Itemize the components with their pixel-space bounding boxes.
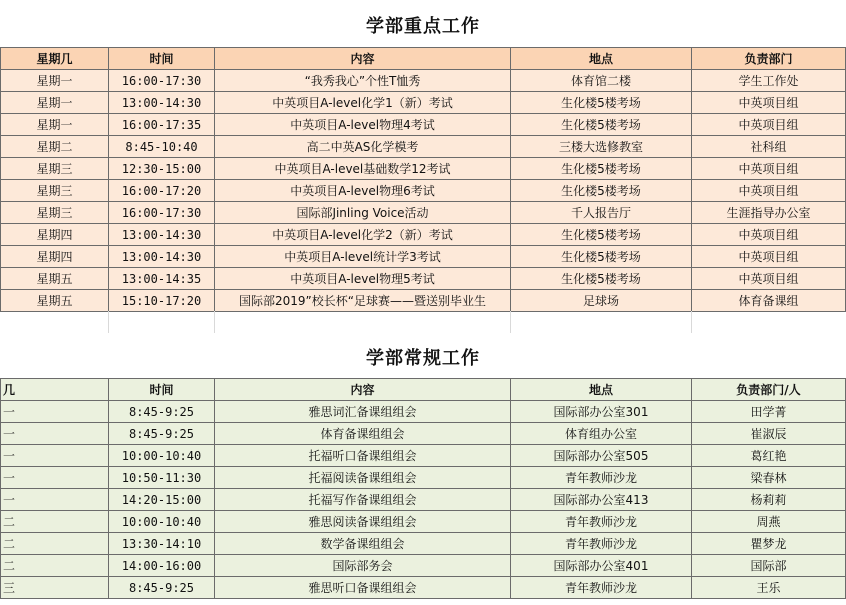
table-cell: 青年教师沙龙 [511,533,692,555]
table-cell: 16:00-17:30 [109,202,215,224]
table-cell: 中英项目组 [692,180,846,202]
table-cell: 14:00-16:00 [109,555,215,577]
table-cell: 星期三 [1,158,109,180]
column-header: 内容 [215,379,511,401]
table-cell: 雅思听口备课组组会 [215,577,511,599]
table-row [1,467,846,489]
table-cell: 高二中英AS化学模考 [215,136,511,158]
table-cell: 星期四 [1,246,109,268]
table-cell: 中英项目A-level物理6考试 [215,180,511,202]
key-work-table [0,47,846,312]
column-header: 时间 [109,48,215,70]
table-cell: 一 [1,467,109,489]
table-cell: 中英项目组 [692,114,846,136]
section-title-key-work: 学部重点工作 [366,16,480,37]
table-cell: 8:45-10:40 [109,136,215,158]
column-header: 地点 [511,379,692,401]
table-row [1,533,846,555]
table-cell: 生化楼5楼考场 [511,246,692,268]
table-cell: 国际部办公室413 [511,489,692,511]
column-header: 几 [1,379,109,401]
table-cell: 崔淑辰 [692,423,846,445]
table-cell: 二 [1,511,109,533]
table-row [1,511,846,533]
table-cell: 中英项目A-level统计学3考试 [215,246,511,268]
section-title-routine-work: 学部常规工作 [366,348,480,369]
table-cell: 托福阅读备课组组会 [215,467,511,489]
column-header: 星期几 [1,48,109,70]
table-cell: 托福听口备课组组会 [215,445,511,467]
table-cell: 中英项目A-level化学1（新）考试 [215,92,511,114]
table-cell: 国际部办公室401 [511,555,692,577]
table-cell: 国际部2019”校长杯“足球赛——暨送别毕业生 [215,290,511,312]
table-cell: 星期一 [1,70,109,92]
table-cell: 生化楼5楼考场 [511,114,692,136]
table-cell: 三楼大选修教室 [511,136,692,158]
table-row [1,577,846,599]
table-row [1,246,846,268]
table-cell: 青年教师沙龙 [511,511,692,533]
table-cell: 14:20-15:00 [109,489,215,511]
table-cell: 二 [1,555,109,577]
table-cell: 青年教师沙龙 [511,467,692,489]
column-header: 地点 [511,48,692,70]
table-row [1,268,846,290]
table-row [1,158,846,180]
table-row [1,202,846,224]
table-cell: 中英项目组 [692,246,846,268]
table-cell: 王乐 [692,577,846,599]
table-row [1,114,846,136]
table-cell: 体育备课组组会 [215,423,511,445]
table-cell: 中英项目组 [692,224,846,246]
table-cell: 8:45-9:25 [109,401,215,423]
table-cell: 13:00-14:30 [109,92,215,114]
table-cell: 15:10-17:20 [109,290,215,312]
table-row [1,401,846,423]
table-cell: 雅思阅读备课组组会 [215,511,511,533]
table-cell: 一 [1,489,109,511]
table-cell: 8:45-9:25 [109,577,215,599]
table-cell: 中英项目A-level物理4考试 [215,114,511,136]
table-cell: 国际部办公室505 [511,445,692,467]
table-cell: 星期二 [1,136,109,158]
table-row [1,70,846,92]
table-cell: 田学菁 [692,401,846,423]
table-cell: 13:00-14:30 [109,246,215,268]
table-row [1,445,846,467]
table-cell: 生化楼5楼考场 [511,158,692,180]
table-row [1,136,846,158]
table-cell: 国际部Jinling Voice活动 [215,202,511,224]
table-cell: 10:00-10:40 [109,445,215,467]
table-cell: 10:00-10:40 [109,511,215,533]
table-cell: 生化楼5楼考场 [511,180,692,202]
table-cell: 星期一 [1,92,109,114]
table-cell: 足球场 [511,290,692,312]
table-cell: 二 [1,533,109,555]
table-row [1,489,846,511]
table-cell: 体育馆二楼 [511,70,692,92]
table-cell: 国际部务会 [215,555,511,577]
table-cell: 学生工作处 [692,70,846,92]
table-row [1,555,846,577]
table-cell: 葛红艳 [692,445,846,467]
table-cell: 体育组办公室 [511,423,692,445]
table-cell: 生化楼5楼考场 [511,224,692,246]
table-cell: 中英项目A-level化学2（新）考试 [215,224,511,246]
table-cell: 雅思词汇备课组组会 [215,401,511,423]
table-cell: 中英项目组 [692,158,846,180]
table-cell: 星期五 [1,268,109,290]
table-cell: 生涯指导办公室 [692,202,846,224]
table-row [1,180,846,202]
column-header: 时间 [109,379,215,401]
table-cell: 星期四 [1,224,109,246]
header-row [1,379,846,401]
table-row [1,224,846,246]
table-cell: 数学备课组组会 [215,533,511,555]
table-cell: 8:45-9:25 [109,423,215,445]
table-cell: 瞿梦龙 [692,533,846,555]
table-row [1,290,846,312]
table-cell: 星期三 [1,180,109,202]
table-row [1,92,846,114]
header-row [1,48,846,70]
table-cell: 中英项目组 [692,92,846,114]
table-row [1,423,846,445]
table-cell: 青年教师沙龙 [511,577,692,599]
table-cell: 中英项目A-level基础数学12考试 [215,158,511,180]
table-cell: 10:50-11:30 [109,467,215,489]
table-cell: 一 [1,423,109,445]
table-cell: 星期三 [1,202,109,224]
table-cell: 一 [1,445,109,467]
table-cell: 托福写作备课组组会 [215,489,511,511]
table-cell: 中英项目A-level物理5考试 [215,268,511,290]
table-cell: 星期五 [1,290,109,312]
table-cell: 周燕 [692,511,846,533]
table-cell: 梁春林 [692,467,846,489]
table-cell: “我秀我心”个性T恤秀 [215,70,511,92]
table-cell: 中英项目组 [692,268,846,290]
table-cell: 一 [1,401,109,423]
routine-work-table [0,378,846,599]
table-cell: 国际部办公室301 [511,401,692,423]
column-header: 负责部门 [692,48,846,70]
table-cell: 16:00-17:30 [109,70,215,92]
table-cell: 国际部 [692,555,846,577]
column-header: 负责部门/人 [692,379,846,401]
table-cell: 生化楼5楼考场 [511,92,692,114]
table-cell: 12:30-15:00 [109,158,215,180]
table-cell: 16:00-17:20 [109,180,215,202]
table-cell: 千人报告厅 [511,202,692,224]
table-cell: 社科组 [692,136,846,158]
table-cell: 13:30-14:10 [109,533,215,555]
table-cell: 体育备课组 [692,290,846,312]
table-cell: 13:00-14:35 [109,268,215,290]
table-cell: 三 [1,577,109,599]
table-cell: 杨莉莉 [692,489,846,511]
table-cell: 16:00-17:35 [109,114,215,136]
table-cell: 13:00-14:30 [109,224,215,246]
table-cell: 星期一 [1,114,109,136]
column-header: 内容 [215,48,511,70]
table-cell: 生化楼5楼考场 [511,268,692,290]
empty-grid-gap [0,311,846,333]
